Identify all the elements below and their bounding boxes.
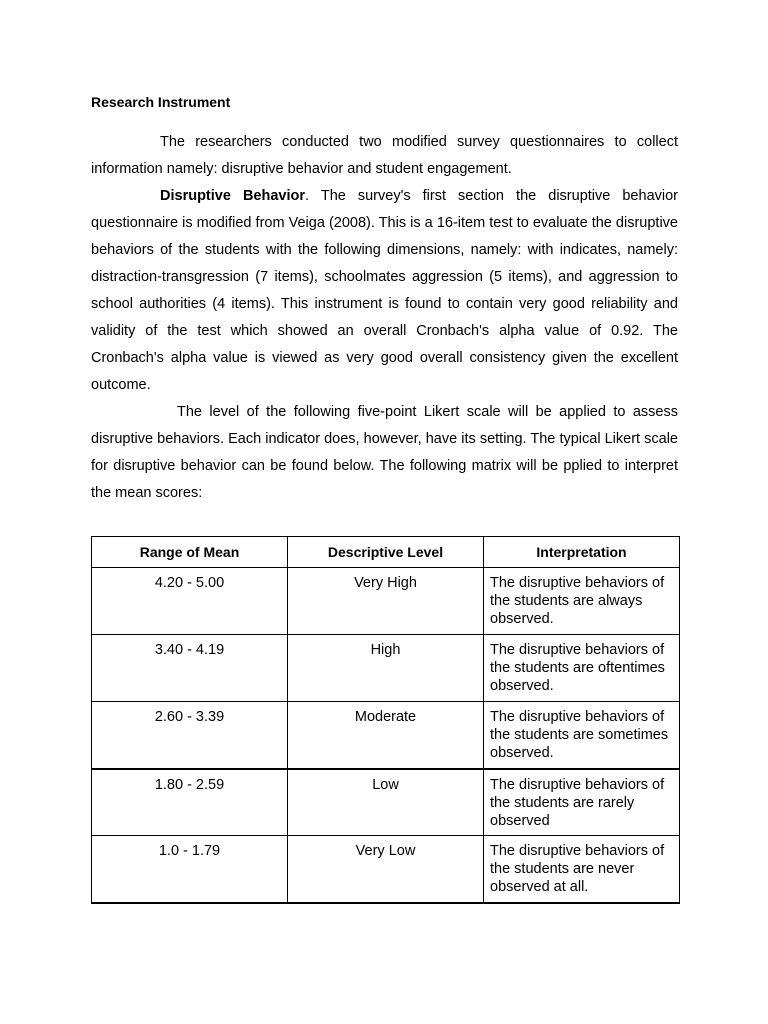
cell-interpretation: The disruptive behaviors of the students are rarely observed (484, 769, 680, 836)
mean-interpretation-table (91, 536, 680, 904)
cell-interpretation: The disruptive behaviors of the students are sometimes observed. (484, 702, 680, 769)
cell-range: 4.20 - 5.00 (92, 568, 288, 635)
table-row (92, 635, 680, 702)
table-row (92, 702, 680, 769)
cell-range: 1.80 - 2.59 (92, 769, 288, 836)
header-interpretation: Interpretation (484, 537, 680, 568)
cell-level: High (288, 635, 484, 702)
cell-interpretation: The disruptive behaviors of the students are always observed. (484, 568, 680, 635)
cell-level: Low (288, 769, 484, 836)
table-row (92, 769, 680, 836)
cell-level: Very High (288, 568, 484, 635)
paragraph-lead-term: Disruptive Behavior (160, 188, 306, 204)
cell-level: Very Low (288, 836, 484, 903)
table-row (92, 568, 680, 635)
cell-range: 2.60 - 3.39 (92, 702, 288, 769)
cell-level: Moderate (288, 702, 484, 769)
paragraph-likert-scale: The level of the following five-point Likert scale will be applied to assess disruptive behaviors. Each indicator does, however, have its setting. The typical Likert scale for disruptive behavior can be found below. The following matrix will be pplied to interpret the mean scores: (91, 404, 678, 501)
cell-interpretation: The disruptive behaviors of the students are oftentimes observed. (484, 635, 680, 702)
cell-range: 1.0 - 1.79 (92, 836, 288, 903)
body-text (91, 129, 678, 507)
cell-range: 3.40 - 4.19 (92, 635, 288, 702)
paragraph-disruptive-behavior (91, 183, 678, 399)
paragraph-body: . The survey's first section the disruptive behavior questionnaire is modified from Veiga (2008). This is a 16-item test to evaluate the disruptive behaviors of the students with the following dimensions, namely: with indicates, namely: distraction-transgression (7 items), schoolmates aggression (5 items), and aggression to school authorities (4 items). This instrument is found to contain very good reliability and validity of the test which showed an overall Cronbach's alpha value of 0.92. The Cronbach's alpha value is viewed as very good overall consistency given the excellent outcome. (91, 188, 678, 393)
cell-interpretation: The disruptive behaviors of the students are never observed at all. (484, 836, 680, 903)
table-row (92, 836, 680, 903)
header-range-of-mean: Range of Mean (92, 537, 288, 568)
table-header-row (92, 537, 680, 568)
section-heading: Research Instrument (91, 94, 231, 110)
header-descriptive-level: Descriptive Level (288, 537, 484, 568)
paragraph-intro: The researchers conducted two modified survey questionnaires to collect information namely: disruptive behavior and student engagement. (91, 134, 678, 177)
